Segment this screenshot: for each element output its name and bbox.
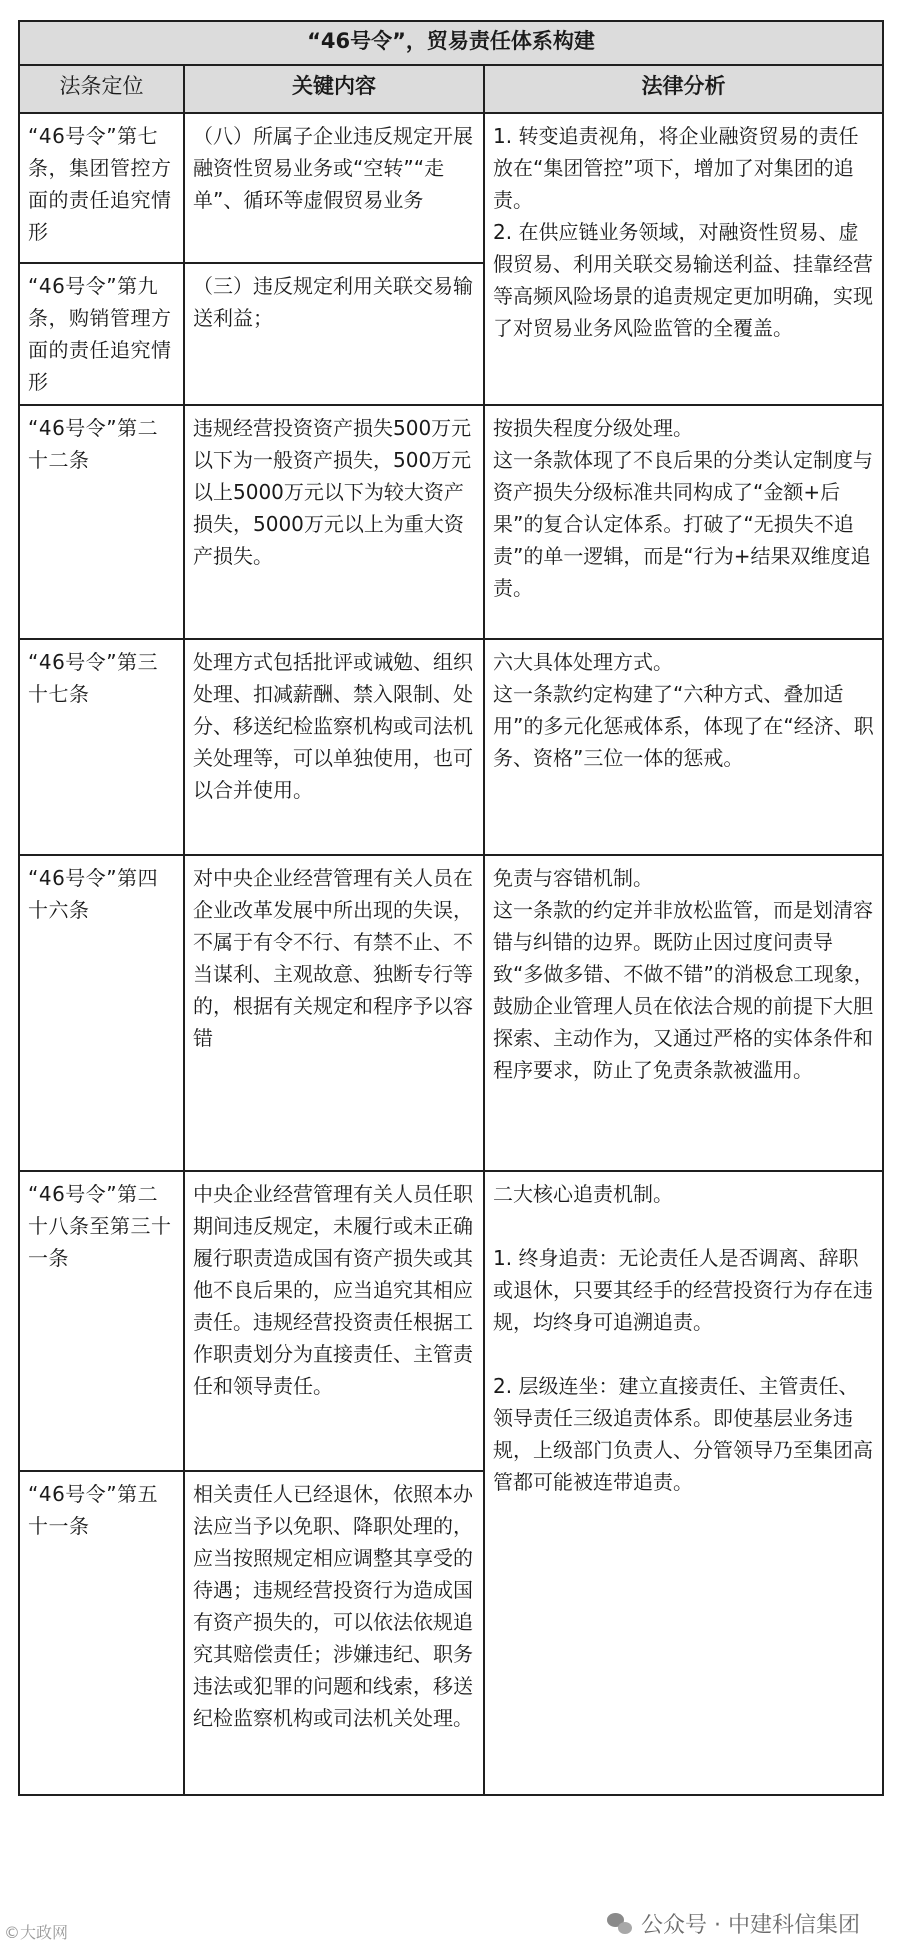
analysis-paragraph: 1. 转变追责视角，将企业融资贸易的责任放在“集团管控”项下，增加了对集团的追责。 [493, 124, 859, 212]
watermark-left: ©大政网 [4, 1923, 69, 1942]
paragraph-gap [493, 1210, 874, 1242]
table-title: “46号令”，贸易责任体系构建 [19, 21, 883, 65]
analysis-paragraph: 这一条款的约定并非放松监管，而是划清容错与纠错的边界。既防止因过度问责导致“多做多错、不做不错”的消极怠工现象，鼓励企业管理人员在依法合规的前提下大胆探索、主动作为，又通过严格的实体条件和程序要求，防止了免责条款被滥用。 [493, 898, 874, 1082]
paragraph-gap [493, 1338, 874, 1370]
analysis-paragraph: 二大核心追责机制。 [493, 1182, 673, 1206]
header-position: 法条定位 [19, 65, 184, 113]
cell-analysis [484, 1171, 883, 1795]
cell-content: 处理方式包括批评或诫勉、组织处理、扣减薪酬、禁入限制、处分、移送纪检监察机构或司法机关处理等，可以单独使用，也可以合并使用。 [184, 639, 484, 855]
wechat-icon [607, 1913, 633, 1935]
cell-content: 中央企业经营管理有关人员任职期间违反规定，未履行或未正确履行职责造成国有资产损失或其他不良后果的，应当追究其相应责任。违规经营投资责任根据工作职责划分为直接责任、主管责任和领导责任。 [184, 1171, 484, 1471]
cell-content: （八）所属子企业违反规定开展融资性贸易业务或“空转”“走单”、循环等虚假贸易业务 [184, 113, 484, 263]
cell-position: “46号令”第五十一条 [19, 1471, 184, 1795]
header-content: 关键内容 [184, 65, 484, 113]
analysis-paragraph: 2. 层级连坐：建立直接责任、主管责任、领导责任三级追责体系。即使基层业务违规，上级部门负责人、分管领导乃至集团高管都可能被连带追责。 [493, 1374, 873, 1494]
analysis-paragraph: 1. 终身追责：无论责任人是否调离、辞职或退休，只要其经手的经营投资行为存在违规，均终身可追溯追责。 [493, 1246, 873, 1334]
watermark-right [607, 1908, 860, 1939]
table-row [19, 113, 883, 263]
cell-content: 违规经营投资资产损失500万元以下为一般资产损失，500万元以上5000万元以下为较大资产损失，5000万元以上为重大资产损失。 [184, 405, 484, 639]
header-analysis: 法律分析 [484, 65, 883, 113]
cell-analysis [484, 405, 883, 639]
table-row [19, 639, 883, 855]
cell-analysis [484, 113, 883, 405]
table-row [19, 855, 883, 1171]
cell-analysis [484, 855, 883, 1171]
analysis-paragraph: 六大具体处理方式。 [493, 650, 673, 674]
watermark-right-text: 公众号 · 中建科信集团 [641, 1913, 860, 1938]
cell-position: “46号令”第七条，集团管控方面的责任追究情形 [19, 113, 184, 263]
analysis-paragraph: 免责与容错机制。 [493, 866, 653, 890]
cell-position: “46号令”第三十七条 [19, 639, 184, 855]
cell-position: “46号令”第四十六条 [19, 855, 184, 1171]
table-title-row [19, 21, 883, 65]
table-row [19, 1171, 883, 1471]
cell-position: “46号令”第二十二条 [19, 405, 184, 639]
table-header-row [19, 65, 883, 113]
cell-content: 相关责任人已经退休，依照本办法应当予以免职、降职处理的，应当按照规定相应调整其享受的待遇；违规经营投资行为造成国有资产损失的，可以依法依规追究其赔偿责任；涉嫌违纪、职务违法或犯罪的问题和线索，移送纪检监察机构或司法机关处理。 [184, 1471, 484, 1795]
cell-content: 对中央企业经营管理有关人员在企业改革发展中所出现的失误，不属于有令不行、有禁不止、不当谋利、主观故意、独断专行等的，根据有关规定和程序予以容错 [184, 855, 484, 1171]
table-row [19, 405, 883, 639]
cell-position: “46号令”第二十八条至第三十一条 [19, 1171, 184, 1471]
analysis-paragraph: 这一条款体现了不良后果的分类认定制度与资产损失分级标准共同构成了“金额+后果”的复合认定体系。打破了“无损失不追责”的单一逻辑，而是“行为+结果双维度追责。 [493, 448, 873, 600]
cell-analysis [484, 639, 883, 855]
analysis-paragraph: 按损失程度分级处理。 [493, 416, 693, 440]
cell-content: （三）违反规定利用关联交易输送利益； [184, 263, 484, 405]
liability-table [18, 20, 884, 1796]
analysis-paragraph: 2. 在供应链业务领域，对融资性贸易、虚假贸易、利用关联交易输送利益、挂靠经营等高频风险场景的追责规定更加明确，实现了对贸易业务风险监管的全覆盖。 [493, 220, 873, 340]
cell-position: “46号令”第九条，购销管理方面的责任追究情形 [19, 263, 184, 405]
analysis-paragraph: 这一条款约定构建了“六种方式、叠加适用”的多元化惩戒体系，体现了在“经济、职务、资格”三位一体的惩戒。 [493, 682, 874, 770]
